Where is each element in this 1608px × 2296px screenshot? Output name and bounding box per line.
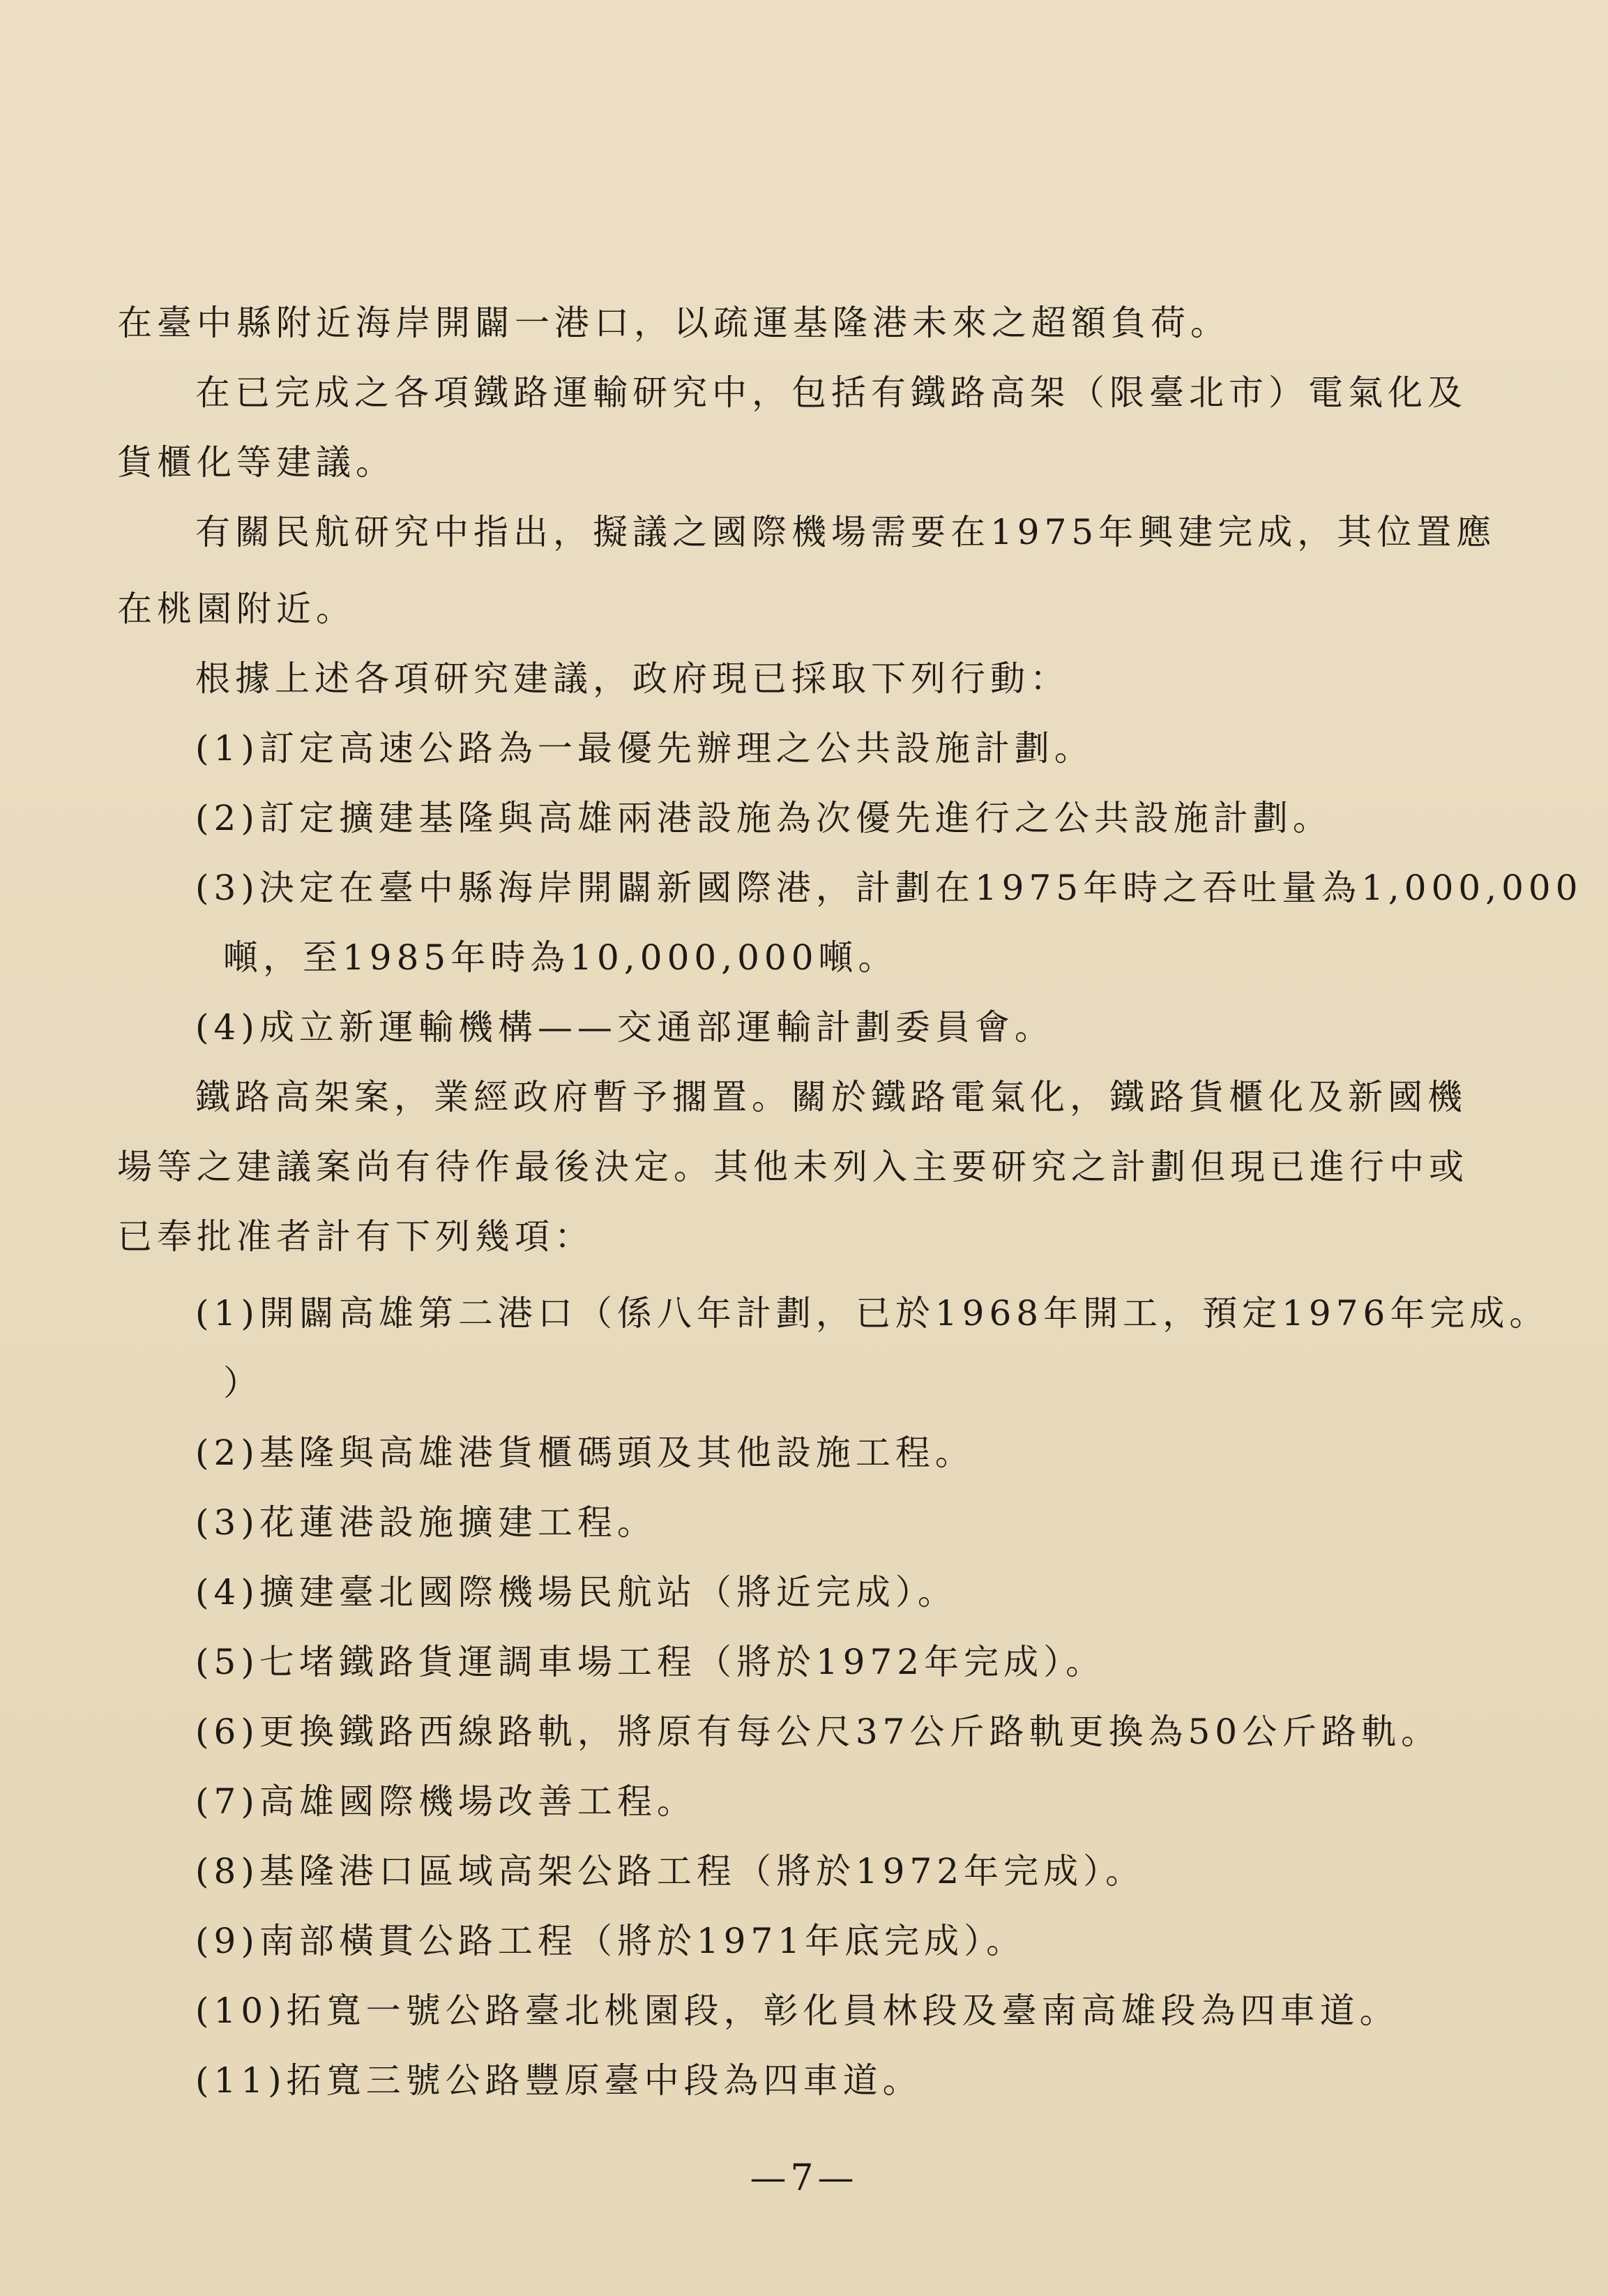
page-number: —7—: [750, 2157, 858, 2199]
text-line: 根據上述各項研究建議，政府現已採取下列行動：: [195, 658, 1070, 699]
list-item-continuation: 噸，至1985年時為10,000,000噸。: [223, 937, 898, 978]
list-item: (3)花蓮港設施擴建工程。: [195, 1502, 657, 1543]
list-item-continuation: ）: [223, 1363, 263, 1403]
list-item: (2)基隆與高雄港貨櫃碼頭及其他設施工程。: [195, 1433, 975, 1473]
text-line: 在臺中縣附近海岸開闢一港口，以疏運基隆港未來之超額負荷。: [117, 303, 1230, 343]
text-line: 鐵路高架案，業經政府暫予擱置。關於鐵路電氣化，鐵路貨櫃化及新國機: [195, 1077, 1467, 1117]
list-item: (4)擴建臺北國際機場民航站（將近完成）。: [195, 1572, 957, 1613]
list-item: (5)七堵鐵路貨運調車場工程（將於1972年完成）。: [195, 1642, 1106, 1682]
text-line: 在已完成之各項鐵路運輸研究中，包括有鐵路高架（限臺北市）電氣化及: [195, 372, 1467, 413]
list-item: (6)更換鐵路西線路軌，將原有每公尺37公斤路軌更換為50公斤路軌。: [195, 1712, 1441, 1752]
list-item: (2)訂定擴建基隆與高雄兩港設施為次優先進行之公共設施計劃。: [195, 798, 1333, 838]
list-item: (9)南部橫貫公路工程（將於1971年底完成）。: [195, 1921, 1026, 1961]
text-line: 有關民航研究中指出，擬議之國際機場需要在1975年興建完成，其位置應: [195, 512, 1496, 552]
text-line: 場等之建議案尚有待作最後決定。其他未列入主要研究之計劃但現已進行中或: [117, 1147, 1469, 1187]
list-item: (11)拓寬三號公路豐原臺中段為四車道。: [195, 2060, 923, 2101]
list-item: (3)決定在臺中縣海岸開闢新國際港，計劃在1975年時之吞吐量為1,000,000: [195, 868, 1583, 908]
list-item: (10)拓寬一號公路臺北桃園段，彰化員林段及臺南高雄段為四車道。: [195, 1991, 1400, 2031]
list-item: (4)成立新運輸機構——交通部運輸計劃委員會。: [195, 1007, 1054, 1048]
list-item: (7)高雄國際機場改善工程。: [195, 1781, 697, 1822]
text-line: 在桃園附近。: [117, 589, 356, 629]
list-item: (1)開闢高雄第二港口（係八年計劃，已於1968年開工，預定1976年完成。: [195, 1293, 1549, 1334]
list-item: (1)訂定高速公路為一最優先辦理之公共設施計劃。: [195, 728, 1094, 769]
text-line: 已奉批准者計有下列幾項：: [117, 1216, 594, 1257]
text-line: 貨櫃化等建議。: [117, 442, 395, 483]
list-item: (8)基隆港口區域高架公路工程（將於1972年完成）。: [195, 1851, 1146, 1891]
